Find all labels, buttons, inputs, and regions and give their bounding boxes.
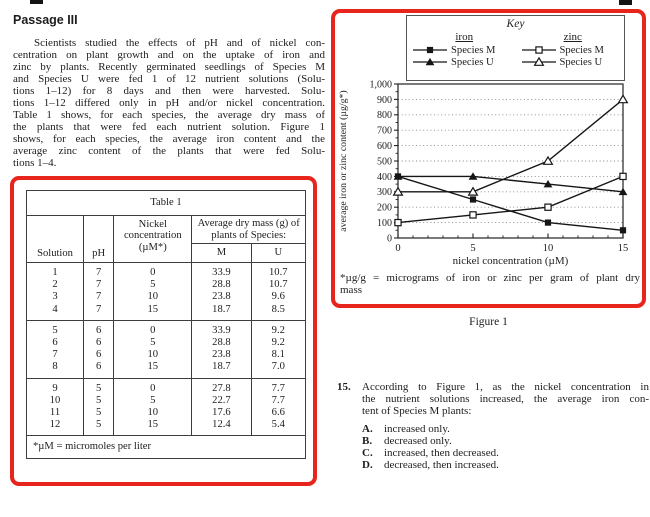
y-axis-tick-label: 100 xyxy=(377,218,392,229)
table-cell: 18.7 xyxy=(192,361,251,378)
table-cell: 6.6 xyxy=(271,407,285,419)
passage-line: shows, for each species, the average iron content and the xyxy=(13,133,325,145)
cropped-page-mark-right xyxy=(619,0,632,5)
table-cell: 3 xyxy=(27,291,84,303)
filled-square-marker xyxy=(545,220,551,226)
filled-square-marker xyxy=(620,227,626,233)
table-cell: 17.6 xyxy=(192,407,251,419)
table-row xyxy=(27,349,306,361)
table-cell: 7 xyxy=(84,304,114,321)
filled-square-marker xyxy=(395,173,401,179)
col-header-u: U xyxy=(251,244,305,263)
table-cell: 4 xyxy=(27,304,84,321)
passage-line: tions 1–4. xyxy=(13,157,57,169)
question-number: 15. xyxy=(337,381,351,393)
table-cell: 12.4 xyxy=(192,419,251,436)
y-axis-tick-label: 800 xyxy=(377,110,392,122)
table-cell: 7 xyxy=(84,263,114,280)
key-group-label: zinc xyxy=(563,31,582,43)
filled-square-legend-swatch xyxy=(413,45,447,55)
table-cell: 0 xyxy=(114,263,192,280)
answer-option xyxy=(362,435,649,447)
table-cell: 15 xyxy=(114,304,192,321)
figure-key-box xyxy=(406,15,625,81)
answer-option-letter: B. xyxy=(362,434,373,447)
passage-line: centration on plant growth and on the uptake of iron and xyxy=(13,49,325,61)
table-cell: 28.8 xyxy=(192,337,251,349)
table-cell: 2 xyxy=(27,279,84,291)
table-row xyxy=(27,337,306,349)
figure-footnote xyxy=(340,273,640,296)
col-header-nickel xyxy=(114,216,192,263)
table-cell: 8.1 xyxy=(271,349,285,361)
key-entry xyxy=(522,44,625,56)
figure-footnote-line: mass xyxy=(340,283,362,296)
table-cell: 0 xyxy=(114,378,192,395)
filled-triangle-legend-swatch xyxy=(413,57,447,67)
table-row xyxy=(27,395,306,407)
table-row xyxy=(27,407,306,419)
open-triangle-marker xyxy=(619,95,628,102)
y-axis-tick-label: 500 xyxy=(377,156,392,168)
table-cell: 28.8 xyxy=(192,279,251,291)
open-square-legend-swatch xyxy=(522,45,556,55)
table-cell: 5 xyxy=(114,279,192,291)
table-cell: 5 xyxy=(84,395,114,407)
nickel-header-line: (µM*) xyxy=(138,241,167,253)
answer-option-text: decreased, then increased. xyxy=(384,459,499,472)
table-cell: 7.0 xyxy=(251,361,305,378)
open-triangle-legend-swatch xyxy=(522,57,556,67)
table-cell: 10 xyxy=(114,349,192,361)
key-title: Key xyxy=(506,18,525,30)
table-cell: 23.8 xyxy=(192,291,251,303)
answer-option xyxy=(362,459,649,471)
figure-1-chart xyxy=(335,76,643,276)
key-columns xyxy=(407,31,624,68)
table-cell: 5 xyxy=(114,337,192,349)
table-cell: 8 xyxy=(27,361,84,378)
answer-option xyxy=(362,423,649,435)
table-cell: 6 xyxy=(84,320,114,337)
x-axis-tick-label: 0 xyxy=(395,243,401,254)
table-row xyxy=(27,320,306,337)
legend-entry-label: Species U xyxy=(559,56,603,68)
table-cell: 6 xyxy=(84,337,114,349)
table-cell: 23.8 xyxy=(192,349,251,361)
table-cell: 27.8 xyxy=(192,378,251,395)
x-axis-tick-label: 15 xyxy=(617,243,629,254)
passage-line: tions 1–12) for 8 days and then were harvested. Solu- xyxy=(13,85,325,97)
answer-option-letter: A. xyxy=(362,422,373,435)
table-cell: 1 xyxy=(27,263,84,280)
filled-square-marker xyxy=(470,196,476,202)
table-cell: 9.2 xyxy=(271,324,285,336)
y-axis-tick-label: 400 xyxy=(377,171,392,183)
table-cell: 10.7 xyxy=(269,279,288,291)
answer-option-letter: D. xyxy=(362,459,373,472)
table-caption-row xyxy=(27,191,306,216)
table-cell: 7.7 xyxy=(271,382,285,394)
table-cell: 8.5 xyxy=(251,304,305,321)
figure-caption: Figure 1 xyxy=(469,316,508,328)
table-cell: 15 xyxy=(114,361,192,378)
question-stem-line: tent of Species M plants: xyxy=(362,405,472,418)
passage-title: Passage III xyxy=(13,13,78,27)
table-cell: 5 xyxy=(84,378,114,395)
key-entry xyxy=(522,56,625,68)
table-cell: 10 xyxy=(114,291,192,303)
table-cell: 7 xyxy=(27,349,84,361)
table-row xyxy=(27,419,306,436)
table-cell: 9.2 xyxy=(271,337,285,349)
y-axis-tick-label: 200 xyxy=(377,202,392,214)
question-stem-line: According to Figure 1, as the nickel concentration in xyxy=(362,381,649,393)
question-stem xyxy=(362,381,649,418)
table-cell: 5 xyxy=(84,419,114,436)
y-axis-title: average iron or zinc content (µg/g*) xyxy=(338,90,349,232)
key-entry xyxy=(413,56,516,68)
key-entry xyxy=(413,44,516,56)
col-header-ph: pH xyxy=(84,216,114,263)
filled-square-marker xyxy=(427,47,433,53)
table-row xyxy=(27,304,306,321)
table-cell: 6 xyxy=(84,361,114,378)
nickel-header-line: concentration xyxy=(123,230,182,242)
nickel-header-line: Nickel xyxy=(138,219,167,231)
y-axis-tick-label: 900 xyxy=(377,94,392,106)
answer-option-text: decreased only. xyxy=(384,434,452,447)
table-cell: 12 xyxy=(27,419,84,436)
table-cell: 0 xyxy=(114,320,192,337)
y-axis-tick-label: 0 xyxy=(387,233,392,245)
table-cell: 10 xyxy=(114,407,192,419)
table-cell: 6 xyxy=(27,337,84,349)
open-square-marker xyxy=(620,173,626,179)
answer-option xyxy=(362,447,649,459)
table-cell: 22.7 xyxy=(192,395,251,407)
answer-option-text: increased only. xyxy=(384,422,450,435)
answer-option-text: increased, then decreased. xyxy=(384,447,499,460)
table-cell: 10 xyxy=(27,395,84,407)
key-group-label: iron xyxy=(455,31,474,43)
legend-entry-label: Species M xyxy=(559,44,604,56)
col-header-solution: Solution xyxy=(27,216,84,263)
cropped-page-mark-left xyxy=(30,0,43,4)
y-axis-tick-label: 300 xyxy=(377,187,392,199)
table-cell: 18.7 xyxy=(192,304,251,321)
table-cell: 5 xyxy=(84,407,114,419)
table-cell: 5.4 xyxy=(271,419,285,431)
question-stem-line: the nutrient solutions increased, the average iron con- xyxy=(362,393,649,406)
passage-line: average zinc content of the plants that were fed Solu- xyxy=(13,145,325,157)
passage-line: tions 1–12 differed only in pH and/or nickel concentration. xyxy=(13,97,325,109)
table-cell: 7 xyxy=(84,291,114,303)
y-axis-tick-label: 600 xyxy=(377,141,392,152)
table-row xyxy=(27,279,306,291)
legend-entry-label: Species M xyxy=(451,44,496,56)
open-square-marker xyxy=(545,204,551,210)
table-cell: 5 xyxy=(27,320,84,337)
table-cell: 33.9 xyxy=(192,263,251,280)
open-square-marker xyxy=(395,220,401,226)
table-row xyxy=(27,378,306,395)
series-line-zinc-Species-M xyxy=(398,176,623,222)
y-axis-tick-label: 1,000 xyxy=(369,79,392,91)
table-title: Table 1 xyxy=(27,191,306,216)
figure-footnote-line: *µg/g = micrograms of iron or zinc per gram of plant dry xyxy=(340,272,640,284)
question-15 xyxy=(337,381,649,471)
key-group-iron xyxy=(413,31,516,68)
answer-option-letter: C. xyxy=(362,447,373,460)
table-cell: 7 xyxy=(84,279,114,291)
table-cell: 10.7 xyxy=(269,267,288,278)
table-cell: 11 xyxy=(27,407,84,419)
passage-line: Table 1 shows, for each species, the average dry mass of xyxy=(13,109,325,121)
question-options xyxy=(362,423,649,472)
y-axis-tick-label: 700 xyxy=(377,125,392,137)
table-footnote-row xyxy=(27,436,306,459)
table-row xyxy=(27,361,306,378)
table-cell: 15 xyxy=(114,419,192,436)
x-axis-tick-label: 5 xyxy=(470,243,476,254)
passage-line: zinc by plants. Recently germinated seedlings of Species M xyxy=(13,61,325,73)
table-footnote: *µM = micromoles per liter xyxy=(27,436,306,459)
x-axis-tick-label: 10 xyxy=(542,243,554,254)
passage-line: Scientists studied the effects of pH and of nickel con- xyxy=(34,37,325,49)
table-cell: 33.9 xyxy=(192,320,251,337)
nickel-header-lines xyxy=(114,219,191,259)
table-cell: 5 xyxy=(114,395,192,407)
legend-entry-label: Species U xyxy=(451,56,494,68)
x-axis-title: nickel concentration (µM) xyxy=(452,255,569,267)
table-cell: 9.6 xyxy=(271,291,285,303)
open-square-marker xyxy=(470,212,476,218)
table-cell: 9 xyxy=(27,378,84,395)
table-header-row xyxy=(27,216,306,244)
table-row xyxy=(27,291,306,303)
table-cell: 6 xyxy=(84,349,114,361)
table-cell: 7.7 xyxy=(271,394,285,406)
col-header-m: M xyxy=(192,244,251,263)
passage-paragraph xyxy=(13,37,325,169)
series-line-iron-Species-U xyxy=(398,176,623,191)
key-group-zinc xyxy=(522,31,625,68)
col-header-dry-mass-group: Average dry mass (g) of plants of Species: xyxy=(192,216,306,244)
passage-line: the plants that were fed each nutrient solution. Figure 1 xyxy=(13,121,325,133)
passage-line: and Species U were fed 1 of 12 nutrient solutions (Solu- xyxy=(13,73,325,85)
open-square-marker xyxy=(535,47,541,53)
table-row xyxy=(27,263,306,280)
table-1 xyxy=(26,190,306,459)
